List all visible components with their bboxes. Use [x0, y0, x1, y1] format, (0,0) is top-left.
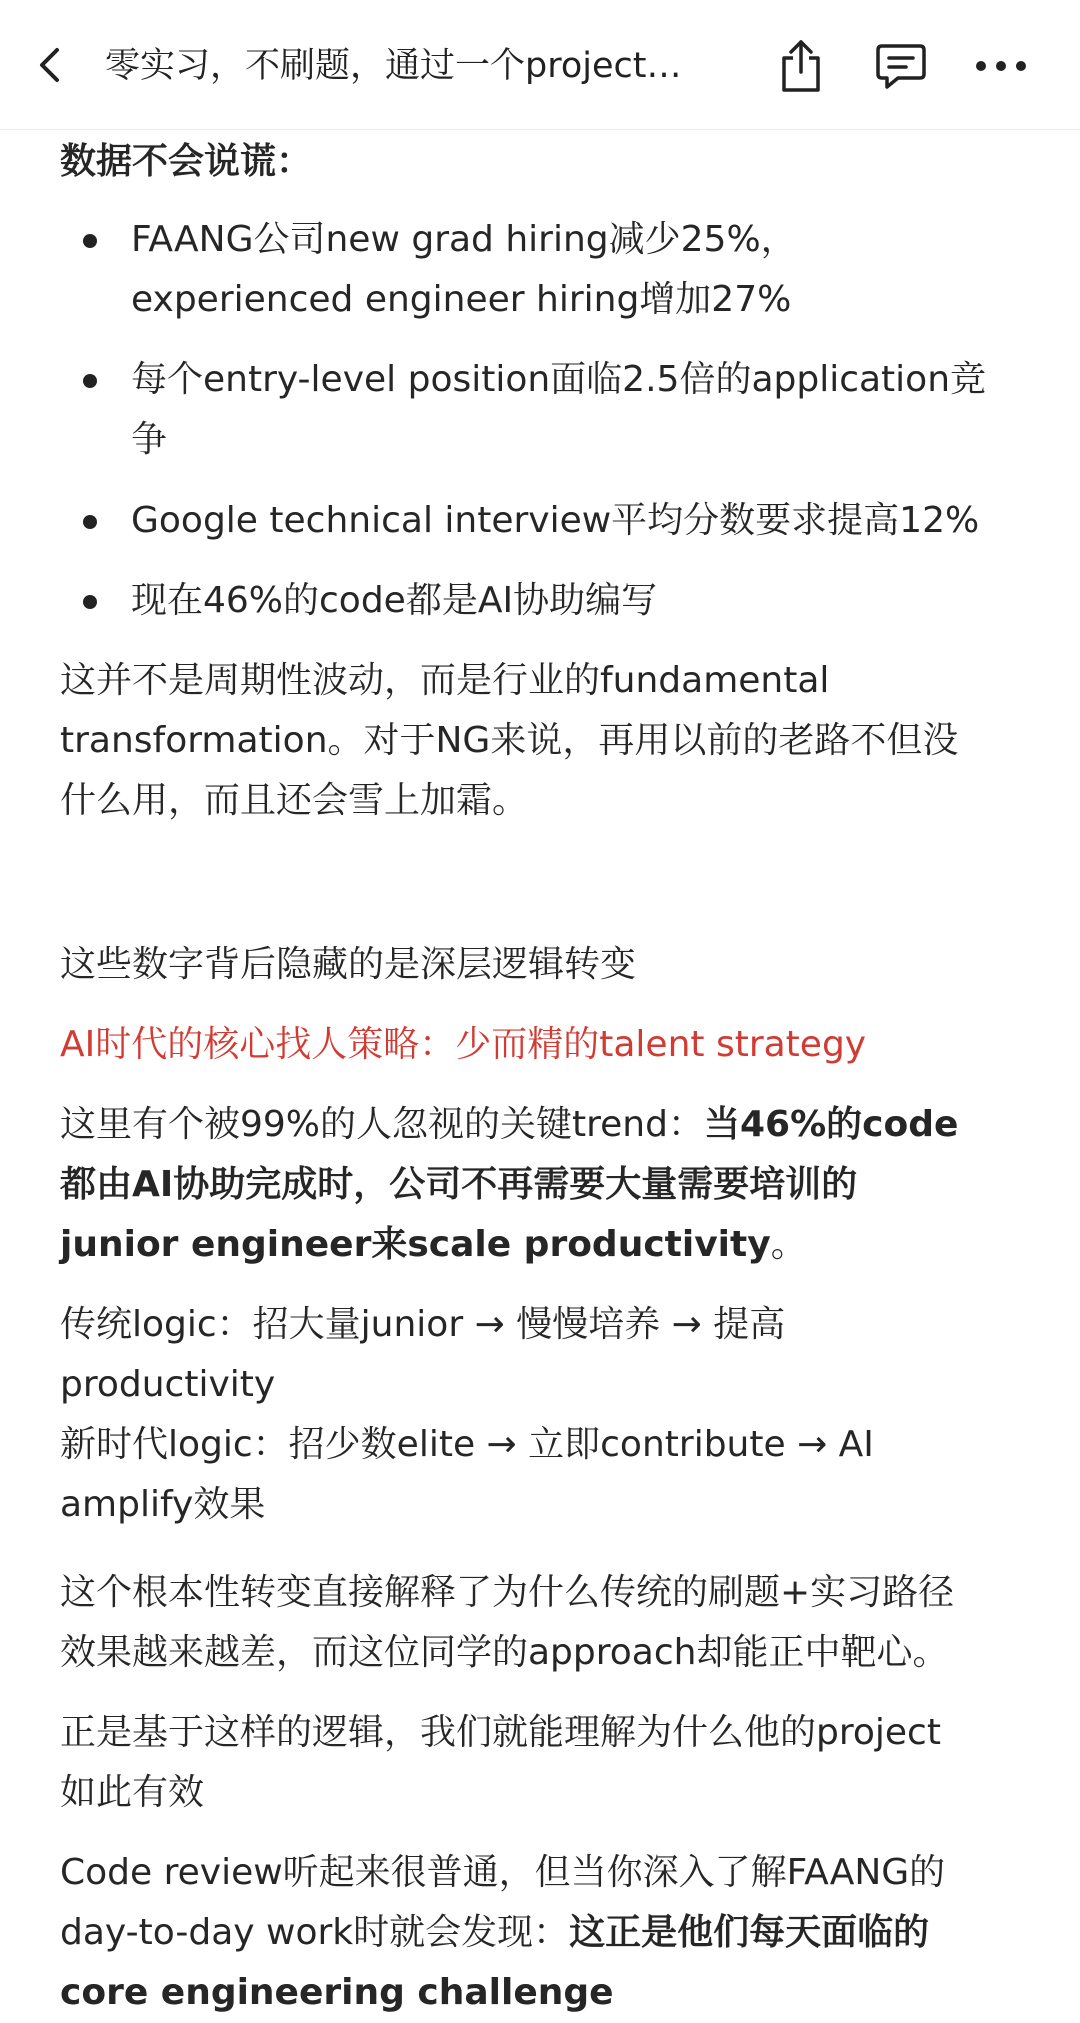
- bullet-dot: [83, 374, 97, 388]
- bullet-dot: [83, 595, 97, 609]
- back-button[interactable]: [26, 40, 76, 90]
- paragraph: [60, 1843, 1020, 2023]
- chevron-left-icon: [26, 40, 76, 90]
- paragraph-line: 正是基于这样的逻辑，我们就能理解为什么他的project: [60, 1712, 941, 1753]
- bullet-line: 每个entry-level position面临2.5倍的application竞: [131, 359, 987, 400]
- paragraph-line: 都由AI协助完成时，公司不再需要大量需要培训的: [60, 1164, 858, 1205]
- bullet-item: [131, 210, 1011, 330]
- paragraph-line: Code review听起来很普通，但当你深入了解FAANG的: [60, 1852, 946, 1893]
- text-span: 这里有个被99%的人忽视的关键trend：: [60, 1104, 704, 1145]
- paragraph: [60, 651, 1020, 831]
- section-heading: AI时代的核心找人策略：少而精的talent strategy: [60, 1024, 867, 1065]
- paragraph: [60, 1295, 1020, 1535]
- paragraph: [60, 1563, 1020, 1683]
- paragraph-line: transformation。对于NG来说，再用以前的老路不但没: [60, 720, 959, 761]
- page-title: 零实习，不刷题，通过一个project…: [105, 46, 682, 86]
- bullet-line: 争: [131, 419, 168, 460]
- paragraph-line: 如此有效: [60, 1772, 205, 1813]
- paragraph-line: 效果越来越差，而这位同学的approach却能正中靶心。: [60, 1632, 949, 1673]
- bullet-line: FAANG公司new grad hiring减少25%，: [131, 219, 797, 260]
- data-heading: 数据不会说谎：: [60, 141, 313, 182]
- bullet-item: [131, 571, 1011, 631]
- top-bar: [0, 0, 1080, 130]
- paragraph-line: 传统logic：招大量junior → 慢慢培养 → 提高: [60, 1304, 786, 1345]
- share-icon: [775, 38, 827, 94]
- text-span: 。: [770, 1224, 807, 1265]
- bold-span: 这正是他们每天面临的: [569, 1912, 930, 1953]
- paragraph: 这些数字背后隐藏的是深层逻辑转变: [60, 944, 637, 985]
- paragraph-line: productivity: [60, 1364, 276, 1405]
- paragraph: [60, 1703, 1020, 1823]
- paragraph-line: 这个根本性转变直接解释了为什么传统的刷题+实习路径: [60, 1572, 955, 1613]
- share-button[interactable]: [771, 36, 831, 96]
- bullet-dot: [83, 515, 97, 529]
- paragraph-line: 新时代logic：招少数elite → 立即contribute → AI: [60, 1424, 874, 1465]
- comment-icon: [874, 40, 928, 92]
- paragraph-line: [60, 1903, 1020, 1963]
- article-content: [0, 130, 1080, 2013]
- bullet-item: [131, 491, 1011, 551]
- paragraph-line: core engineering challenge: [60, 1972, 614, 2013]
- bullet-line: experienced engineer hiring增加27%: [131, 279, 792, 320]
- paragraph-line: [60, 1215, 1020, 1275]
- bullet-line: Google technical interview平均分数要求提高12%: [131, 500, 980, 541]
- paragraph: [60, 1095, 1020, 1275]
- text-span: day-to-day work时就会发现：: [60, 1912, 570, 1953]
- paragraph-line: 这并不是周期性波动，而是行业的fundamental: [60, 660, 830, 701]
- bullet-item: [131, 350, 1011, 470]
- bold-span: junior engineer来scale productivity: [60, 1224, 771, 1265]
- bullet-dot: [83, 234, 97, 248]
- paragraph-line: 什么用，而且还会雪上加霜。: [60, 780, 529, 821]
- comment-button[interactable]: [871, 36, 931, 96]
- paragraph-line: [60, 1095, 1020, 1155]
- bullet-line: 现在46%的code都是AI协助编写: [131, 580, 658, 621]
- more-icon: [974, 59, 1028, 73]
- more-button[interactable]: [971, 36, 1031, 96]
- bold-span: 当46%的code: [703, 1104, 959, 1145]
- paragraph-line: amplify效果: [60, 1484, 266, 1525]
